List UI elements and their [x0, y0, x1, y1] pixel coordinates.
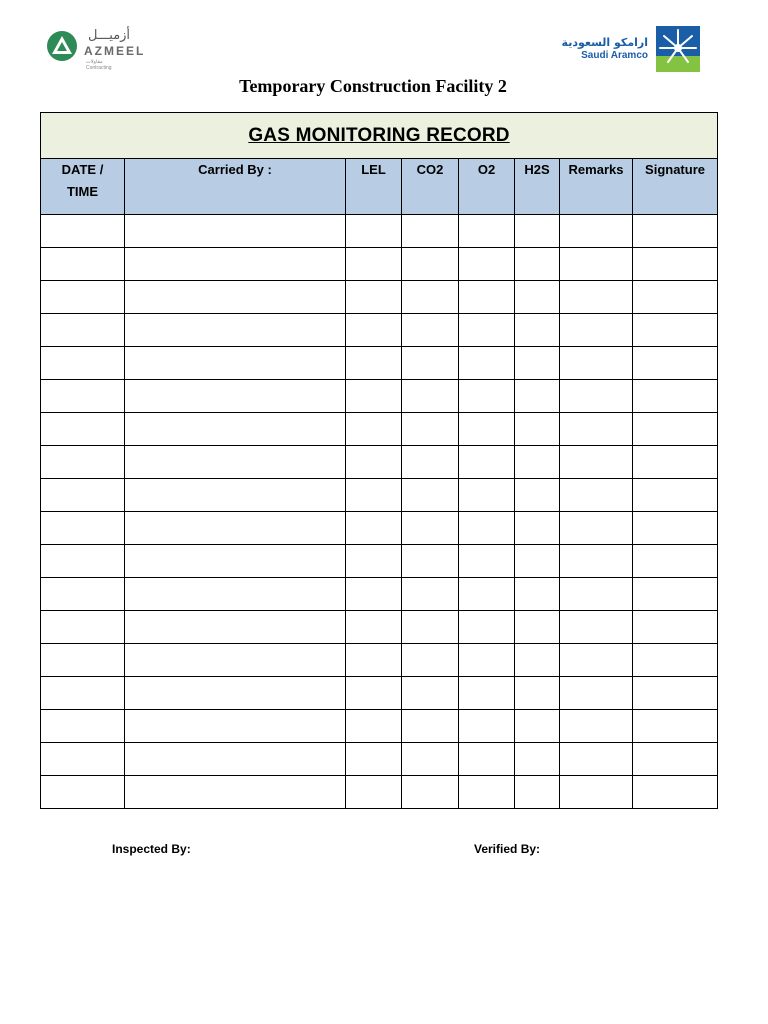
gas-monitoring-form	[40, 112, 718, 809]
cell-signature[interactable]	[633, 479, 718, 512]
column-header-lel: LEL	[346, 159, 402, 215]
aramco-logo-name: Saudi Aramco	[581, 50, 648, 61]
cell-remarks[interactable]	[560, 743, 633, 776]
cell-signature[interactable]	[633, 281, 718, 314]
cell-signature[interactable]	[633, 248, 718, 281]
cell-remarks[interactable]	[560, 677, 633, 710]
table-row	[41, 347, 718, 380]
cell-carried-by[interactable]	[125, 644, 346, 677]
column-header-o2: O2	[459, 159, 515, 215]
record-rows	[41, 215, 718, 809]
cell-co2[interactable]	[402, 710, 459, 743]
cell-date-time[interactable]	[41, 644, 125, 677]
cell-o2[interactable]	[459, 380, 515, 413]
cell-remarks[interactable]	[560, 314, 633, 347]
cell-date-time[interactable]	[41, 446, 125, 479]
cell-co2[interactable]	[402, 446, 459, 479]
cell-remarks[interactable]	[560, 512, 633, 545]
cell-carried-by[interactable]	[125, 611, 346, 644]
cell-carried-by[interactable]	[125, 446, 346, 479]
cell-date-time[interactable]	[41, 347, 125, 380]
cell-o2[interactable]	[459, 611, 515, 644]
cell-carried-by[interactable]	[125, 281, 346, 314]
cell-remarks[interactable]	[560, 281, 633, 314]
cell-remarks[interactable]	[560, 611, 633, 644]
table-row	[41, 248, 718, 281]
azmeel-logo-sub-arabic: مقاولات	[86, 59, 103, 65]
cell-signature[interactable]	[633, 776, 718, 809]
cell-signature[interactable]	[633, 446, 718, 479]
table-row	[41, 413, 718, 446]
cell-date-time[interactable]	[41, 248, 125, 281]
table-row	[41, 677, 718, 710]
cell-carried-by[interactable]	[125, 215, 346, 248]
cell-lel[interactable]	[346, 347, 402, 380]
cell-o2[interactable]	[459, 446, 515, 479]
azmeel-logo-name: AZMEEL	[84, 44, 146, 58]
cell-signature[interactable]	[633, 314, 718, 347]
cell-signature[interactable]	[633, 380, 718, 413]
cell-remarks[interactable]	[560, 380, 633, 413]
cell-carried-by[interactable]	[125, 743, 346, 776]
table-row	[41, 512, 718, 545]
cell-h2s[interactable]	[515, 743, 560, 776]
cell-o2[interactable]	[459, 314, 515, 347]
cell-signature[interactable]	[633, 578, 718, 611]
table-row	[41, 446, 718, 479]
cell-h2s[interactable]	[515, 578, 560, 611]
cell-h2s[interactable]	[515, 446, 560, 479]
cell-co2[interactable]	[402, 677, 459, 710]
cell-h2s[interactable]	[515, 347, 560, 380]
azmeel-logo-subtitle	[86, 59, 112, 71]
saudi-aramco-logo	[561, 26, 702, 74]
cell-o2[interactable]	[459, 413, 515, 446]
table-row	[41, 776, 718, 809]
column-header-remarks: Remarks	[560, 159, 633, 215]
cell-o2[interactable]	[459, 743, 515, 776]
azmeel-logo	[46, 28, 166, 76]
cell-co2[interactable]	[402, 512, 459, 545]
cell-date-time[interactable]	[41, 677, 125, 710]
cell-lel[interactable]	[346, 314, 402, 347]
form-heading-row	[41, 113, 718, 159]
cell-o2[interactable]	[459, 578, 515, 611]
cell-lel[interactable]	[346, 248, 402, 281]
cell-h2s[interactable]	[515, 611, 560, 644]
cell-signature[interactable]	[633, 347, 718, 380]
cell-co2[interactable]	[402, 545, 459, 578]
cell-h2s[interactable]	[515, 314, 560, 347]
cell-remarks[interactable]	[560, 644, 633, 677]
table-row	[41, 611, 718, 644]
cell-signature[interactable]	[633, 512, 718, 545]
cell-h2s[interactable]	[515, 479, 560, 512]
cell-o2[interactable]	[459, 677, 515, 710]
cell-h2s[interactable]	[515, 248, 560, 281]
verified-by-label: Verified By:	[474, 842, 541, 856]
cell-lel[interactable]	[346, 677, 402, 710]
cell-carried-by[interactable]	[125, 677, 346, 710]
cell-remarks[interactable]	[560, 215, 633, 248]
cell-o2[interactable]	[459, 710, 515, 743]
table-row	[41, 644, 718, 677]
cell-signature[interactable]	[633, 545, 718, 578]
cell-date-time[interactable]	[41, 413, 125, 446]
cell-lel[interactable]	[346, 611, 402, 644]
column-header-co2: CO2	[402, 159, 459, 215]
cell-remarks[interactable]	[560, 710, 633, 743]
form-heading: GAS MONITORING RECORD	[248, 124, 510, 146]
azmeel-logo-arabic: أزميـــل	[88, 28, 131, 43]
aramco-logo-arabic: ارامكو السعودية	[561, 36, 648, 49]
cell-lel[interactable]	[346, 446, 402, 479]
cell-co2[interactable]	[402, 248, 459, 281]
cell-co2[interactable]	[402, 413, 459, 446]
table-row	[41, 281, 718, 314]
table-row	[41, 578, 718, 611]
document-title: Temporary Construction Facility 2	[239, 76, 507, 96]
cell-h2s[interactable]	[515, 710, 560, 743]
cell-lel[interactable]	[346, 776, 402, 809]
cell-date-time[interactable]	[41, 611, 125, 644]
table-row	[41, 314, 718, 347]
column-header-row	[41, 159, 718, 215]
table-row	[41, 545, 718, 578]
table-row	[41, 380, 718, 413]
cell-h2s[interactable]	[515, 545, 560, 578]
cell-remarks[interactable]	[560, 446, 633, 479]
cell-lel[interactable]	[346, 743, 402, 776]
cell-co2[interactable]	[402, 776, 459, 809]
cell-signature[interactable]	[633, 611, 718, 644]
cell-lel[interactable]	[346, 281, 402, 314]
cell-remarks[interactable]	[560, 578, 633, 611]
azmeel-logo-icon	[46, 30, 78, 62]
cell-remarks[interactable]	[560, 479, 633, 512]
cell-carried-by[interactable]	[125, 710, 346, 743]
cell-signature[interactable]	[633, 644, 718, 677]
cell-lel[interactable]	[346, 578, 402, 611]
cell-o2[interactable]	[459, 644, 515, 677]
cell-remarks[interactable]	[560, 776, 633, 809]
cell-h2s[interactable]	[515, 413, 560, 446]
cell-signature[interactable]	[633, 413, 718, 446]
cell-co2[interactable]	[402, 215, 459, 248]
table-row	[41, 479, 718, 512]
cell-date-time[interactable]	[41, 776, 125, 809]
cell-carried-by[interactable]	[125, 776, 346, 809]
azmeel-logo-sub-en: Contracting	[86, 65, 112, 71]
column-header-signature: Signature	[633, 159, 718, 215]
cell-o2[interactable]	[459, 281, 515, 314]
cell-o2[interactable]	[459, 215, 515, 248]
cell-lel[interactable]	[346, 512, 402, 545]
cell-signature[interactable]	[633, 743, 718, 776]
cell-date-time[interactable]	[41, 380, 125, 413]
cell-h2s[interactable]	[515, 677, 560, 710]
cell-date-time[interactable]	[41, 578, 125, 611]
cell-h2s[interactable]	[515, 644, 560, 677]
cell-co2[interactable]	[402, 611, 459, 644]
cell-o2[interactable]	[459, 479, 515, 512]
gas-monitoring-table	[40, 112, 718, 809]
table-row	[41, 743, 718, 776]
cell-carried-by[interactable]	[125, 479, 346, 512]
cell-co2[interactable]	[402, 644, 459, 677]
column-header-date-time: DATE / TIME	[41, 159, 125, 215]
cell-carried-by[interactable]	[125, 248, 346, 281]
cell-carried-by[interactable]	[125, 545, 346, 578]
cell-signature[interactable]	[633, 215, 718, 248]
cell-lel[interactable]	[346, 215, 402, 248]
cell-date-time[interactable]	[41, 545, 125, 578]
cell-co2[interactable]	[402, 314, 459, 347]
aramco-star-icon	[656, 26, 700, 72]
cell-date-time[interactable]	[41, 512, 125, 545]
cell-h2s[interactable]	[515, 512, 560, 545]
cell-remarks[interactable]	[560, 545, 633, 578]
cell-date-time[interactable]	[41, 215, 125, 248]
cell-o2[interactable]	[459, 347, 515, 380]
cell-carried-by[interactable]	[125, 413, 346, 446]
cell-lel[interactable]	[346, 710, 402, 743]
cell-co2[interactable]	[402, 743, 459, 776]
cell-co2[interactable]	[402, 380, 459, 413]
cell-lel[interactable]	[346, 479, 402, 512]
cell-remarks[interactable]	[560, 413, 633, 446]
cell-signature[interactable]	[633, 677, 718, 710]
cell-date-time[interactable]	[41, 479, 125, 512]
cell-lel[interactable]	[346, 380, 402, 413]
cell-h2s[interactable]	[515, 215, 560, 248]
cell-remarks[interactable]	[560, 248, 633, 281]
cell-h2s[interactable]	[515, 776, 560, 809]
cell-lel[interactable]	[346, 545, 402, 578]
cell-co2[interactable]	[402, 578, 459, 611]
cell-carried-by[interactable]	[125, 578, 346, 611]
cell-co2[interactable]	[402, 479, 459, 512]
cell-carried-by[interactable]	[125, 380, 346, 413]
table-row	[41, 710, 718, 743]
cell-date-time[interactable]	[41, 710, 125, 743]
cell-o2[interactable]	[459, 545, 515, 578]
cell-h2s[interactable]	[515, 380, 560, 413]
cell-lel[interactable]	[346, 413, 402, 446]
inspected-by-label: Inspected By:	[112, 842, 191, 856]
cell-carried-by[interactable]	[125, 314, 346, 347]
column-header-carried-by: Carried By :	[125, 159, 346, 215]
cell-o2[interactable]	[459, 776, 515, 809]
column-header-h2s: H2S	[515, 159, 560, 215]
cell-date-time[interactable]	[41, 743, 125, 776]
form-heading-cell	[41, 113, 718, 159]
cell-carried-by[interactable]	[125, 512, 346, 545]
cell-co2[interactable]	[402, 347, 459, 380]
cell-signature[interactable]	[633, 710, 718, 743]
cell-co2[interactable]	[402, 281, 459, 314]
cell-o2[interactable]	[459, 512, 515, 545]
cell-date-time[interactable]	[41, 281, 125, 314]
cell-h2s[interactable]	[515, 281, 560, 314]
cell-lel[interactable]	[346, 644, 402, 677]
cell-o2[interactable]	[459, 248, 515, 281]
table-row	[41, 215, 718, 248]
cell-date-time[interactable]	[41, 314, 125, 347]
cell-carried-by[interactable]	[125, 347, 346, 380]
cell-remarks[interactable]	[560, 347, 633, 380]
